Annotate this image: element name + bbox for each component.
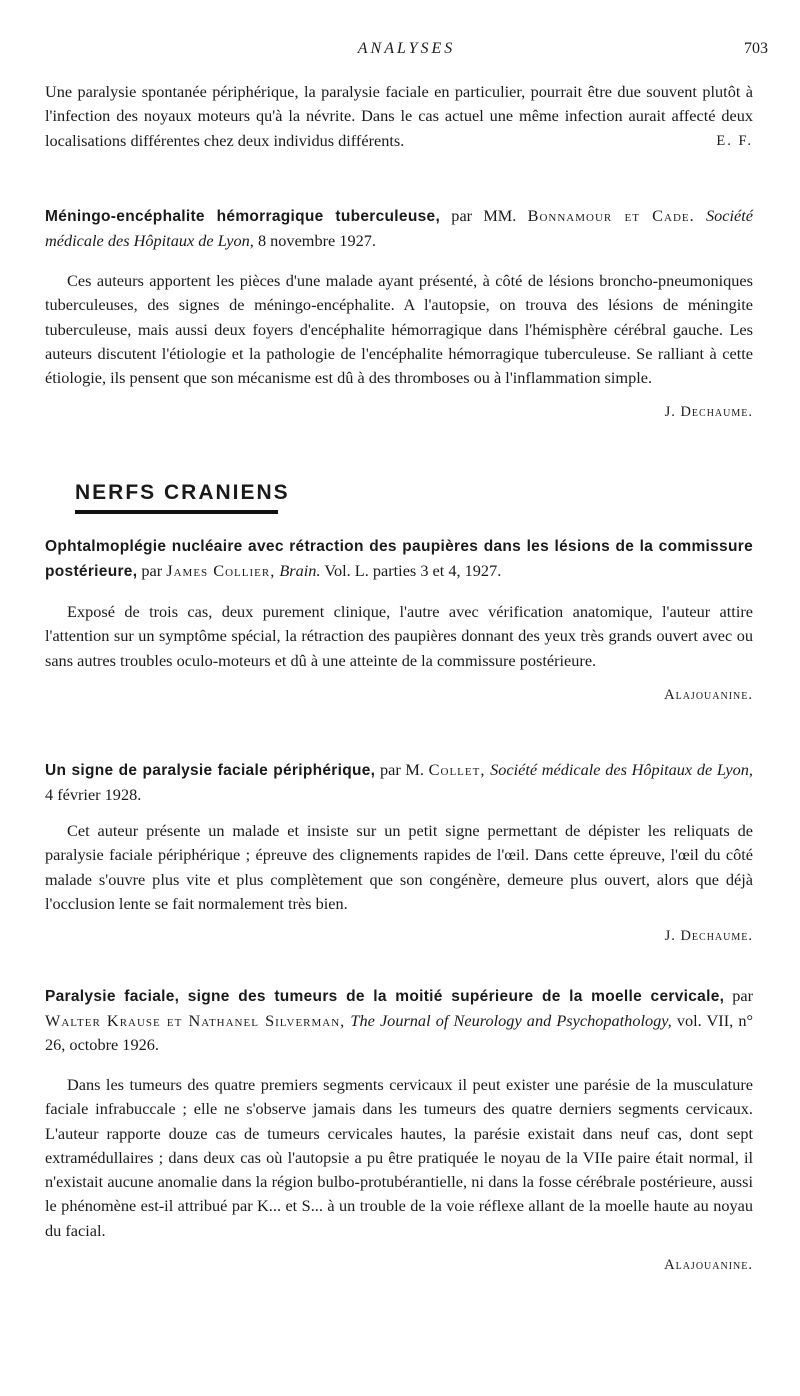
abstract-meningo-encephalite [45,204,753,425]
entry-signature: Alajouanine. [664,686,753,703]
entry-signature: J. Dechaume. [664,404,753,421]
entry-date: 8 novembre 1927. [257,231,376,250]
entry-signature: J. Dechaume. [664,928,753,945]
entry-by: par [732,986,753,1005]
entry-title [45,534,753,584]
entry-authors: Bonnamour et Cade. [527,206,695,225]
page-number: 703 [744,40,768,57]
entry-source: Société médicale des Hôpitaux de Lyon, [45,206,753,250]
abstract-signe-paralysie-faciale [45,758,753,948]
entry-title-text: Un signe de paralysie faciale périphérique, [45,762,376,779]
entry-body: Ces auteurs apportent les pièces d'une malade ayant présenté, à côté de lésions broncho-pneumoniques tuberculeuses, des signes de méningo-encéphalite. A l'autopsie, on trouva des lésions de méningite tuberculeuse, mais aussi deux foyers d'encéphalite hémorragique dans l'hémisphère cérébral gauche. Les auteurs discutent l'étiologie et la pathologie de l'encéphalite hémorragique tuberculeuse. Se ralliant à cette étiologie, ils pensent que son mécanisme est dû à des thromboses ou à l'inflammation simple. [45,271,753,388]
entry-signature: Alajouanine. [664,1257,753,1274]
entry-date: 4 février 1928. [45,785,142,804]
entry-by: par [141,561,163,580]
entry-by: par M. [379,760,424,779]
section-rule [75,510,278,514]
entry-source: The Journal of Neurology and Psychopathology, [350,1011,672,1030]
abstract-ophtalmoplegie [45,534,753,707]
entry-by: par MM. [451,206,517,225]
abstract-paralysie-tumeurs-moelle [45,984,753,1277]
entry-title-text: Paralysie faciale, signe des tumeurs de la moitié supérieure de la moelle cervicale, [45,988,725,1005]
running-title: ANALYSES [357,40,456,57]
entry-date: vol. VII, n° 26, octobre 1926. [45,1011,753,1054]
entry-body: Exposé de trois cas, deux purement clinique, l'autre avec vérification anatomique, l'auteur attire l'attention sur un symptôme spécial, la rétraction des paupières donnant des yeux très grands ouvert avec ou sans autres troubles oculo-moteurs et dû à une atteinte de la commissure postérieure. [45,602,753,670]
entry-title [45,758,753,807]
section-heading: NERFS CRANIENS [75,481,290,504]
entry-date: Vol. L. parties 3 et 4, 1927. [324,561,502,580]
entry-source: Société médicale des Hôpitaux de Lyon, [490,760,754,779]
entry-body: Cet auteur présente un malade et insiste sur un petit signe permettant de dépister les reliquats de paralysie faciale périphérique ; épreuve des clignements rapides de l'œil. Dans cette épreuve, l'œil du côté malade s'ouvre plus vite et plus complètement que son congénère, demeure plus ouvert, alors que déjà l'occlusion lente se fait normalement très bien. [45,821,753,913]
entry-authors: Walter Krause et Nathanel Silverman, [45,1011,346,1030]
entry-authors: Collet, [428,760,486,779]
entry-title [45,204,753,253]
continuation-signature: E. F. [716,132,753,149]
entry-source: Brain. [279,561,321,580]
continuation-abstract [45,80,753,153]
entry-authors: James Collier, [166,561,276,580]
entry-title-text: Méningo-encéphalite hémorragique tuberculeuse, [45,208,441,225]
entry-title-text: Ophtalmoplégie nucléaire avec rétraction des paupières dans les lésions de la commissure postérieure, [45,538,753,580]
entry-body: Dans les tumeurs des quatre premiers segments cervicaux il peut exister une parésie de la musculature faciale infrabuccale ; elle ne s'observe jamais dans les tumeurs des quatre derniers segments cervicaux. L'auteur rapporte douze cas de tumeurs cervicales hautes, la parésie existait dans neuf cas, dont sept extramédullaires ; dans deux cas où l'autopsie a pu être pratiquée le noyau de la VIIe paire était normal, il n'existait aucune anomalie dans la région bulbo-protubérantielle, ni dans la fosse cérébrale postérieure, aussi le phénomène est-il attribué par K... et S... à un trouble de la voie réflexe allant de la moelle haute au noyau du facial. [45,1075,753,1240]
continuation-text: Une paralysie spontanée périphérique, la paralysie faciale en particulier, pourrait être due souvent plutôt à l'infection des noyaux moteurs qu'à la névrite. Dans le cas actuel une même infection aurait affecté deux localisations différentes chez deux individus différents. [45,82,753,150]
running-header [45,40,768,64]
entry-title [45,984,753,1057]
